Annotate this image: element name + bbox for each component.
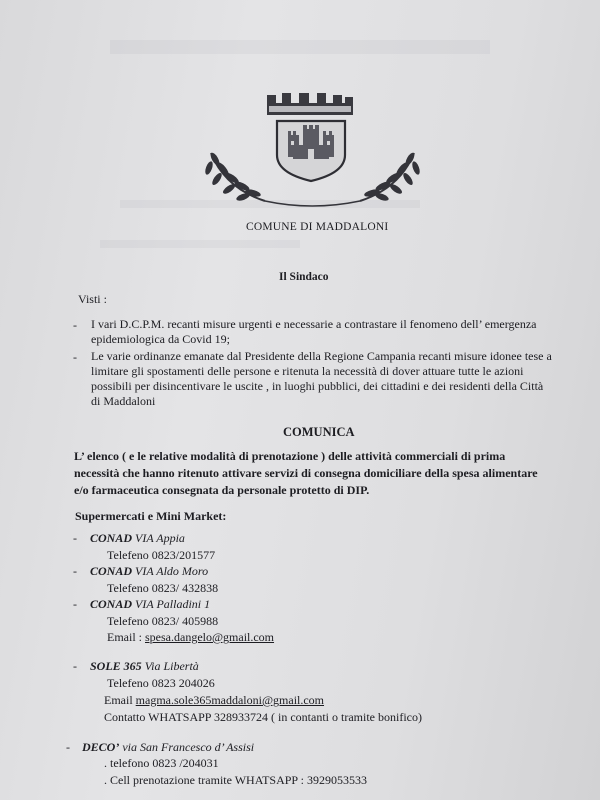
- store-name: SOLE 365: [90, 659, 142, 673]
- text-line: epidemiologica da Covid 19;: [91, 332, 230, 346]
- store-phone: Telefeno 0823 204026: [107, 676, 215, 690]
- store-name: CONAD: [90, 531, 133, 545]
- text-line: limitare gli spostamenti delle persone e ritenuta la necessità di dover attuare tutte le azioni: [91, 364, 524, 378]
- list-bullet: -: [73, 564, 77, 578]
- comunica-heading: COMUNICA: [283, 425, 355, 439]
- municipality-name: COMUNE DI MADDALONI: [246, 221, 389, 233]
- text-line: Le varie ordinanze emanate dal Presidente della Regione Campania recanti misure idonee tese a: [91, 349, 552, 363]
- text-line: possibili per disincentivare le uscite , in luoghi pubblici, dei cittadini e dei residenti della Città: [91, 379, 544, 393]
- store-entry: [82, 740, 254, 755]
- text-line: I vari D.C.P.M. recanti misure urgenti e necessarie a contrastare il fenomeno dell’ emergenza: [91, 317, 537, 331]
- comunica-body: [74, 448, 544, 499]
- store-email-line: [104, 693, 324, 708]
- list-bullet: -: [73, 659, 77, 673]
- store-phone: Telefeno 0823/ 405988: [107, 614, 219, 628]
- text-line: necessità che hanno ritenuto attivare servizi di consegna domiciliare della spesa alimentare: [74, 466, 538, 480]
- store-name: DECO’: [82, 740, 120, 754]
- text-line: di Maddaloni: [91, 394, 156, 408]
- list-bullet: -: [73, 597, 77, 611]
- show-through-text: [110, 40, 490, 54]
- municipal-crest-logo: [205, 93, 420, 213]
- visti-item-2: [91, 349, 552, 409]
- store-address: via San Francesco d’ Assisi: [122, 740, 255, 754]
- list-bullet: -: [73, 318, 77, 332]
- store-address: VIA Appia: [135, 531, 185, 545]
- email-label: Email: [104, 693, 136, 707]
- store-address: Via Libertà: [144, 659, 199, 673]
- store-phone: Telefeno 0823/ 432838: [107, 581, 219, 595]
- section-heading: Supermercati e Mini Market:: [75, 509, 227, 523]
- store-whatsapp: . Cell prenotazione tramite WHATSAPP : 3929053533: [104, 773, 367, 787]
- visti-item-1: [91, 317, 537, 347]
- email-link[interactable]: spesa.dangelo@gmail.com: [145, 630, 275, 644]
- office-title: Il Sindaco: [279, 271, 329, 283]
- store-whatsapp: Contatto WHATSAPP 328933724 ( in contanti o tramite bonifico): [104, 710, 422, 724]
- show-through-text: [100, 240, 300, 248]
- text-line: L’ elenco ( e le relative modalità di prenotazione ) delle attività commerciali di prima: [74, 449, 506, 463]
- visti-label: Visti :: [78, 292, 107, 306]
- store-email-line: [107, 630, 274, 645]
- text-line: e/o farmaceutica consegnata da personale protetto di DIP.: [74, 483, 370, 497]
- store-entry: [90, 659, 199, 674]
- store-name: CONAD: [90, 597, 133, 611]
- store-name: CONAD: [90, 564, 133, 578]
- store-entry: [90, 564, 208, 579]
- list-bullet: -: [66, 740, 70, 754]
- email-label: Email :: [107, 630, 145, 644]
- list-bullet: -: [73, 350, 77, 364]
- list-bullet: -: [73, 531, 77, 545]
- store-entry: [90, 597, 210, 612]
- store-phone: . telefono 0823 /204031: [104, 756, 219, 770]
- store-address: VIA Aldo Moro: [135, 564, 209, 578]
- store-address: VIA Palladini 1: [135, 597, 211, 611]
- store-phone: Telefeno 0823/201577: [107, 548, 216, 562]
- store-entry: [90, 531, 185, 546]
- email-link[interactable]: magma.sole365maddaloni@gmail.com: [135, 693, 325, 707]
